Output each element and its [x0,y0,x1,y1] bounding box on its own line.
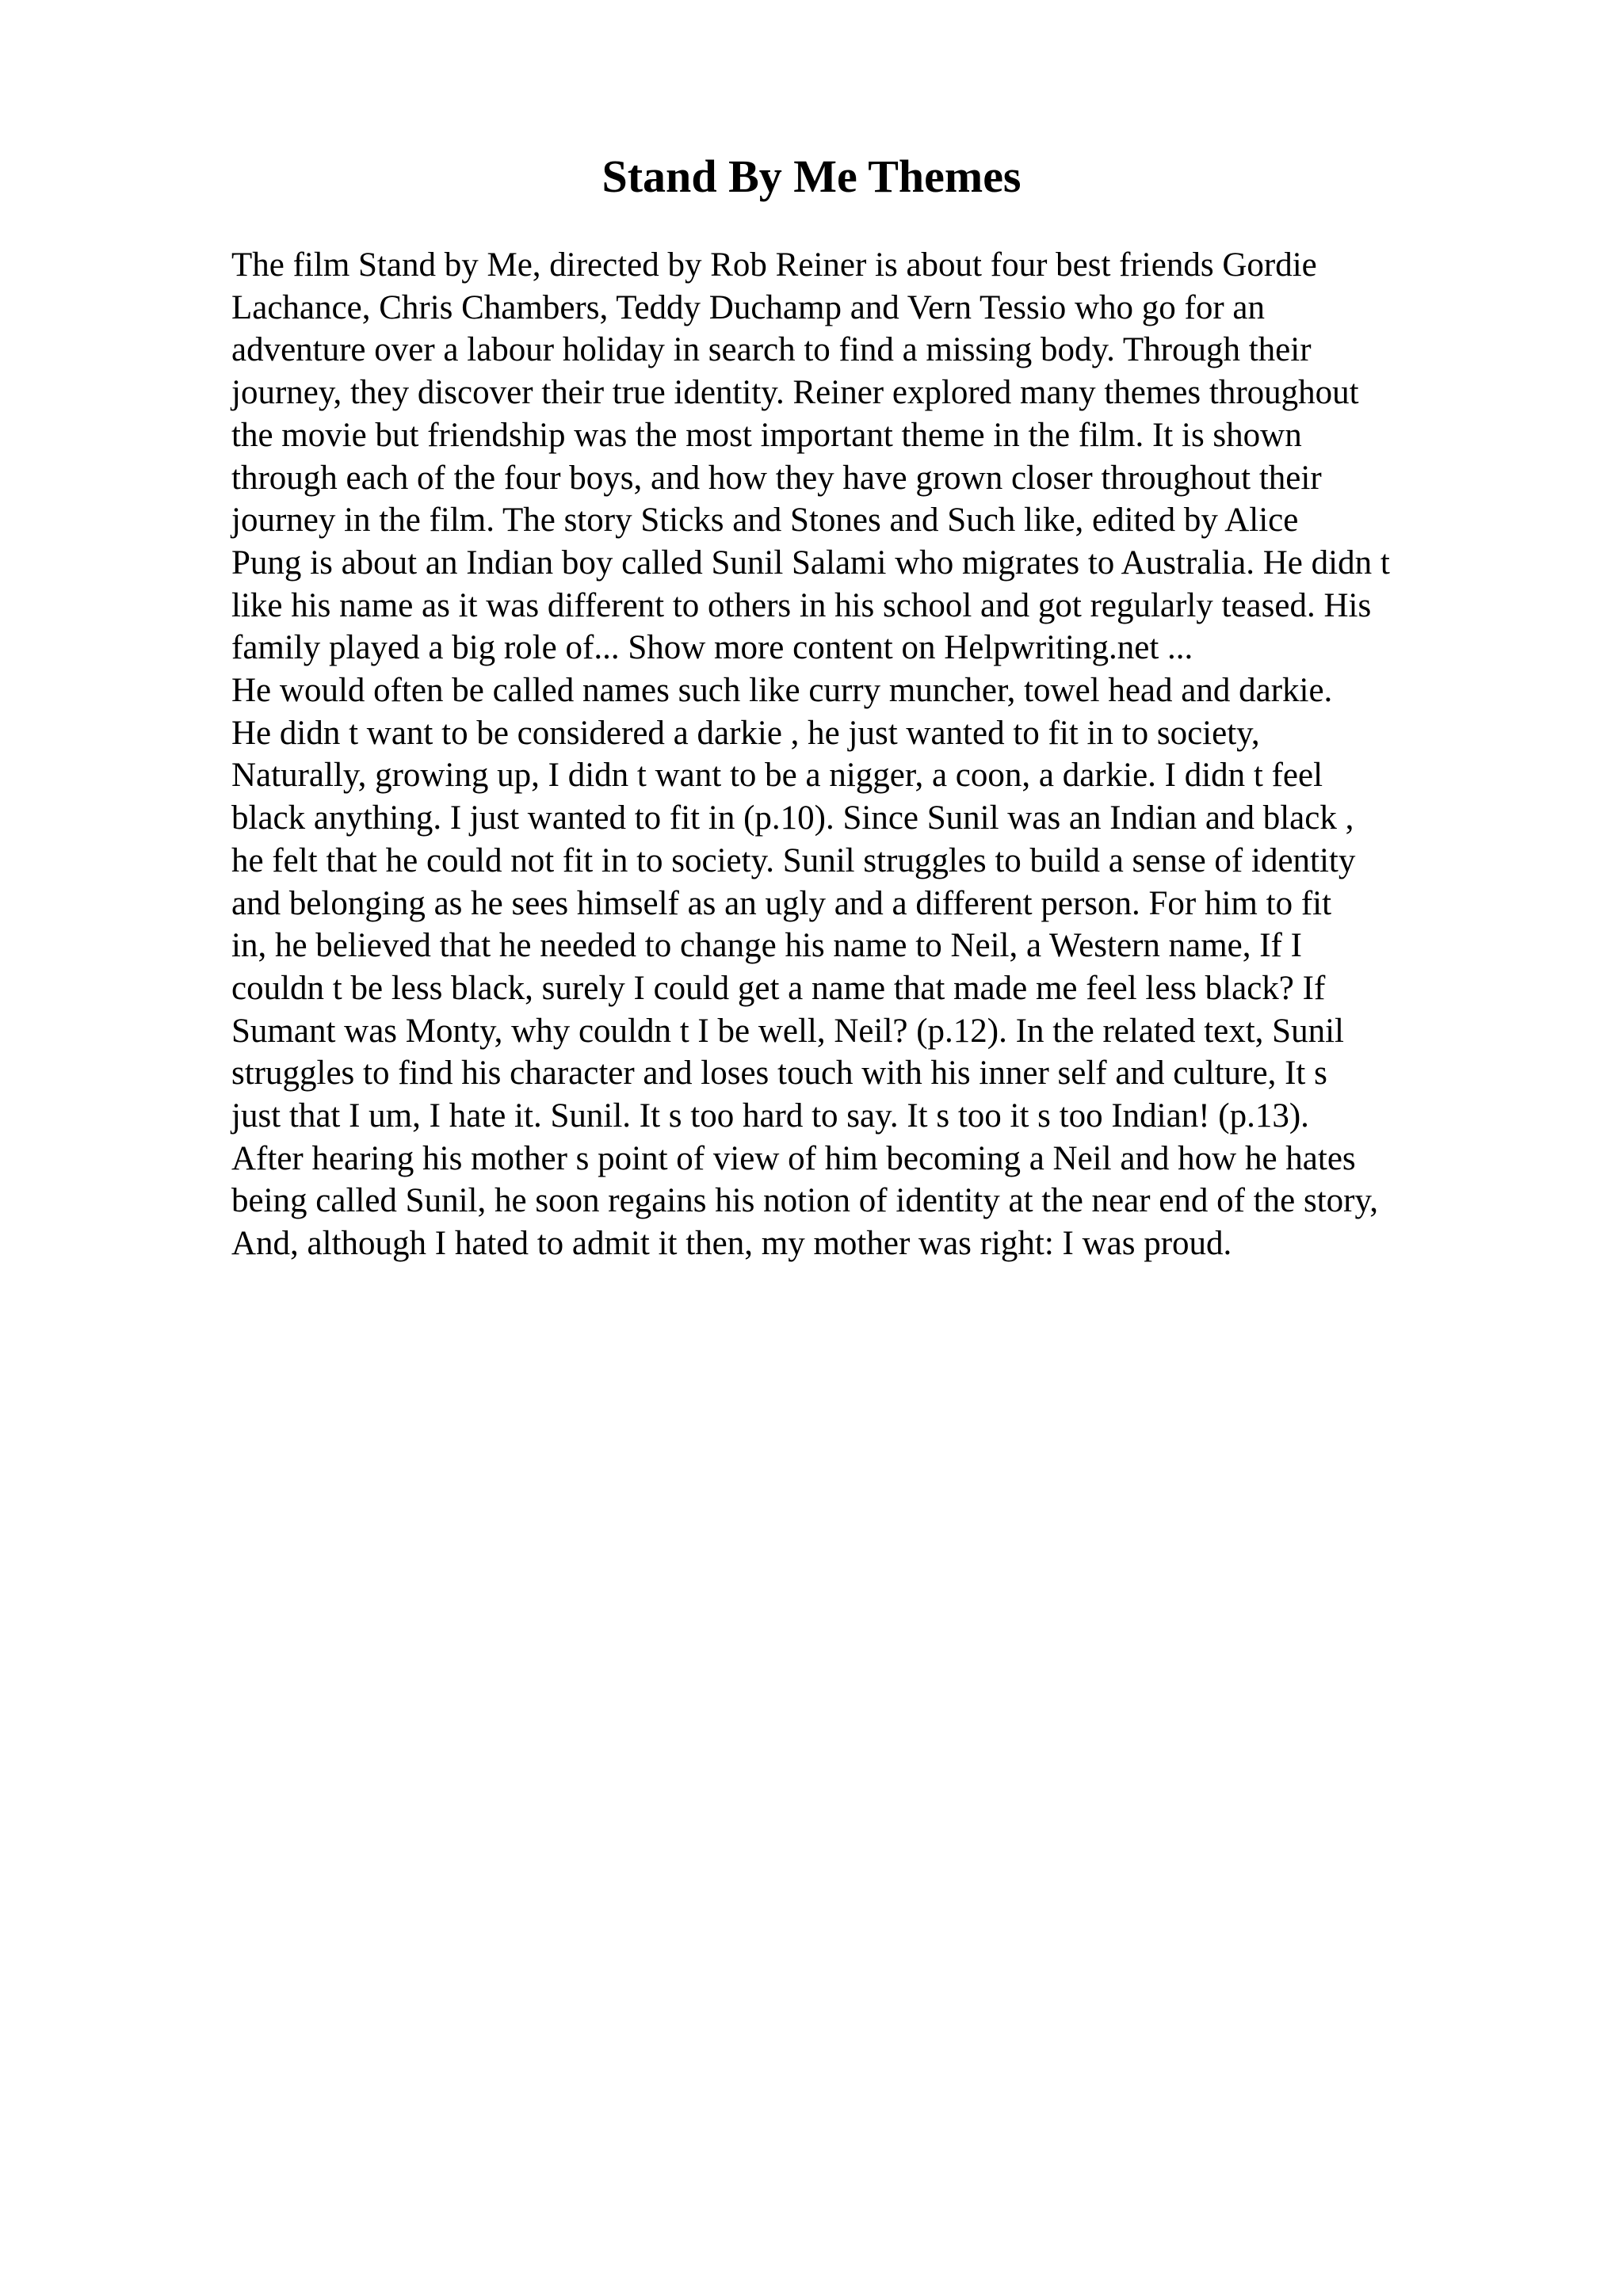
body-line: adventure over a labour holiday in search to find a missing body. Through their [231,331,1312,369]
body-line: He didn t want to be considered a darkie , he just wanted to fit in to society, [231,714,1260,752]
body-line: He would often be called names such like curry muncher, towel head and darkie. [231,672,1333,710]
body-line: journey, they discover their true identity. Reiner explored many themes throughout [231,374,1359,412]
body-line: Pung is about an Indian boy called Sunil Salami who migrates to Australia. He didn t [231,543,1390,582]
body-line: Lachance, Chris Chambers, Teddy Duchamp and Vern Tessio who go for an [231,288,1265,326]
body-line: being called Sunil, he soon regains his notion of identity at the near end of the story, [231,1182,1378,1220]
document-body [231,244,1499,1265]
body-line: black anything. I just wanted to fit in (p.10). Since Sunil was an Indian and black , [231,799,1354,837]
body-line: and belonging as he sees himself as an ugly and a different person. For him to fit [231,884,1332,922]
body-line: family played a big role of... Show more content on Helpwriting.net ... [231,629,1193,667]
body-line: couldn t be less black, surely I could get a name that made me feel less black? If [231,969,1326,1007]
body-line: After hearing his mother s point of view of him becoming a Neil and how he hates [231,1139,1356,1177]
body-line: in, he believed that he needed to change his name to Neil, a Western name, If I [231,927,1302,965]
body-line: struggles to find his character and loses touch with his inner self and culture, It s [231,1055,1327,1093]
body-line: like his name as it was different to others in his school and got regularly teased. His [231,586,1372,624]
body-line: just that I um, I hate it. Sunil. It s too hard to say. It s too it s too Indian! (p.13). [231,1097,1309,1135]
body-line: And, although I hated to admit it then, my mother was right: I was proud. [231,1225,1232,1263]
body-line: The film Stand by Me, directed by Rob Reiner is about four best friends Gordie [231,246,1317,284]
body-line: journey in the film. The story Sticks and Stones and Such like, edited by Alice [231,502,1299,540]
body-line: he felt that he could not fit in to society. Sunil struggles to build a sense of identity [231,841,1356,879]
body-line: Sumant was Monty, why couldn t I be well, Neil? (p.12). In the related text, Sunil [231,1012,1344,1050]
document-title: Stand By Me Themes [601,151,1022,202]
body-line: Naturally, growing up, I didn t want to be a nigger, a coon, a darkie. I didn t feel [231,757,1323,795]
body-line: the movie but friendship was the most important theme in the film. It is shown [231,416,1302,454]
body-line: through each of the four boys, and how they have grown closer throughout their [231,459,1322,497]
